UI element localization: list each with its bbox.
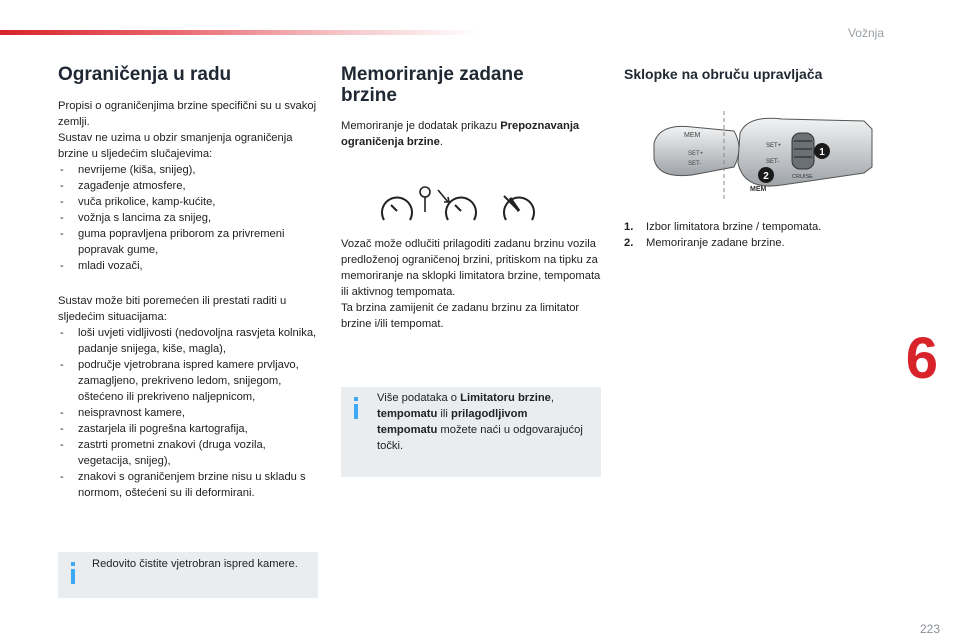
- info-box-more-data: [341, 387, 601, 477]
- callout-2-label: 2: [763, 171, 769, 182]
- list-item: - znakovi s ograničenjem brzine nisu u skladu s normom, oštećeni su ili deformirani.: [58, 469, 320, 501]
- list-item: - nevrijeme (kiša, snijeg),: [58, 162, 320, 178]
- list-item: - zastrti prometni znakovi (druga vozila, vegetacija, snijeg),: [58, 437, 320, 469]
- speedometer-icon: [438, 190, 476, 220]
- paragraph-disturbed: Sustav može biti poremećen ili prestati raditi u sljedećim situacijama:: [58, 295, 287, 323]
- header-accent-bar: [0, 30, 480, 35]
- info-icon: [68, 562, 78, 584]
- list-item: - vožnja s lancima za snijeg,: [58, 210, 320, 226]
- list-item: - loši uvjeti vidljivosti (nedovoljna rasvjeta kolnika, padanje snijega, kiše, magla),: [58, 325, 320, 357]
- list-item: - zastarjela ili pogrešna kartografija,: [58, 421, 320, 437]
- pin-icon: [420, 187, 430, 212]
- list-item: - guma popravljena priborom za privremeni popravak gume,: [58, 226, 320, 258]
- list-disturbed: [58, 325, 320, 501]
- paragraph-intro: Memoriranje je dodatak prikazu Prepoznavanja ograničenja brzine.: [341, 120, 580, 148]
- callout-1-label: 1: [819, 147, 825, 158]
- legend-item: 1. Izbor limitatora brzine / tempomata.: [624, 221, 822, 233]
- info-box-clean-windscreen: [58, 552, 318, 598]
- list-item: - područje vjetrobrana ispred kamere prvljavo, zamagljeno, prekriveno ledom, snijegom, oštećeno ili prekriveno naljepnicom,: [58, 357, 320, 405]
- legend-item: 2. Memoriranje zadane brzine.: [624, 237, 785, 249]
- list-item: - mladi vozači,: [58, 258, 320, 274]
- paragraph-not-considered: Sustav ne uzima u obzir smanjenja ograničenja brzine u sljedećim slučajevima:: [58, 132, 293, 160]
- speedometer-icons: [378, 186, 548, 226]
- thumbwheel: [792, 133, 814, 169]
- list-item: - neispravnost kamere,: [58, 405, 320, 421]
- heading-limitations: Ograničenja u radu: [58, 64, 232, 85]
- label-set-plus: SET+: [688, 151, 704, 157]
- info-text: Više podataka o Limitatoru brzine, tempomatu ili prilagodljivom tempomatu možete naći u odgovarajućoj točki.: [377, 392, 583, 452]
- label-set-minus: SET-: [766, 159, 780, 165]
- label-mem: MEM: [684, 132, 701, 139]
- column-limitations: [58, 64, 320, 501]
- section-label: Vožnja: [847, 26, 884, 40]
- list-item: - vuča prikolice, kamp-kućite,: [58, 194, 320, 210]
- speedometer-icon: [382, 198, 412, 220]
- paragraph-regulations: Propisi o ograničenjima brzine specifični su u svakoj zemlji.: [58, 100, 317, 128]
- label-mem: MEM: [750, 186, 767, 193]
- page-number: 223: [919, 622, 940, 636]
- steering-switch-diagram: [652, 103, 874, 203]
- label-cruise: CRUISE: [792, 174, 813, 180]
- chapter-number: 6: [905, 326, 938, 391]
- column-steering-switches: [624, 64, 886, 84]
- column-memorisation: [341, 64, 603, 150]
- diagram-legend: [624, 219, 821, 251]
- paragraph-replace: Ta brzina zamijenit će zadanu brzinu za limitator brzine i/ili tempomat.: [341, 302, 580, 330]
- info-text: Redovito čistite vjetrobran ispred kamere.: [92, 558, 298, 570]
- label-set-plus: SET+: [766, 143, 782, 149]
- speedometer-icon: [504, 196, 534, 220]
- list-item: - zagađenje atmosfere,: [58, 178, 320, 194]
- paragraph-driver-adjust: Vozač može odlučiti prilagoditi zadanu brzinu vozila predloženoj ograničenoj brzini, pritiskom na tipku za memoriranje na sklopki limitatora brzine, tempomata ili aktivnog tempomata.: [341, 238, 601, 298]
- paragraph-driver-adjust-block: [341, 236, 603, 332]
- heading-memorisation: Memoriranje zadane brzine: [341, 64, 524, 106]
- list-not-considered: [58, 162, 320, 274]
- info-icon: [351, 397, 361, 419]
- heading-steering-switches: Sklopke na obruču upravljača: [624, 66, 823, 82]
- label-set-minus: SET-: [688, 161, 702, 167]
